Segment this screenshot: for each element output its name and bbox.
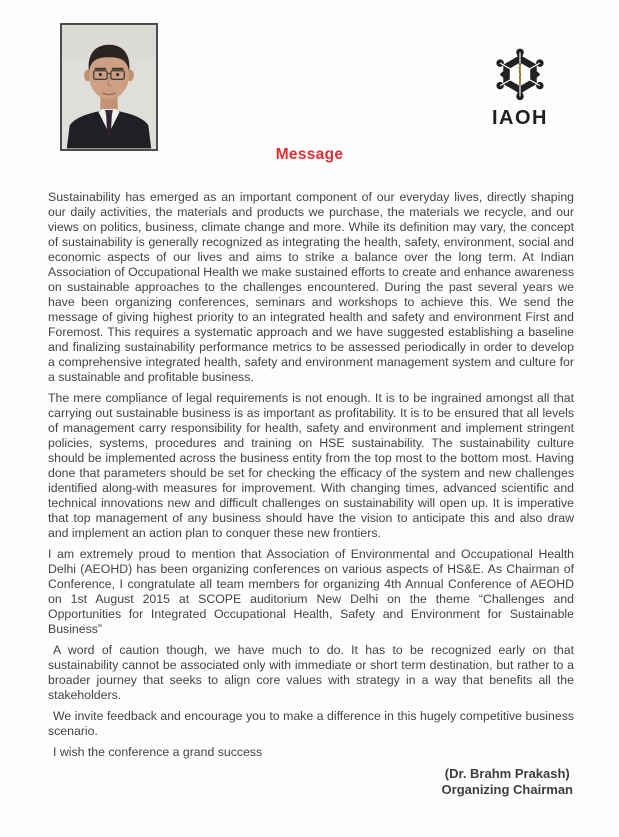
- message-body: [48, 190, 574, 766]
- chairman-portrait-image: [62, 25, 156, 149]
- message-paragraph: I am extremely proud to mention that Association of Environmental and Occupational Health Delhi (AEOHD) has been organizing conferences on various aspects of HS&E. As Chairman of Conference, I congratulate all team members for organizing 4th Annual Conference of AEOHD on 1st August 2015 at SCOPE auditorium New Delhi on the theme “Challenges and Opportunities for Integrated Occupational Health, Safety and Environment for Sustainable Business”: [48, 547, 574, 636]
- iaoh-acronym: IAOH: [492, 107, 548, 129]
- message-paragraph: A word of caution though, we have much to do. It has to be recognized early on that sustainability cannot be associated only with immediate or short term destination, but rather to a broader journey that seeks to align core values with strategy in a way that benefits all the stakeholders.: [48, 643, 574, 702]
- message-paragraph: Sustainability has emerged as an important component of our everyday lives, directly shaping our daily activities, the materials and products we purchase, the materials we recycle, and our views on politics, business, climate change and more. While its definition may vary, the concept of sustainability is generally recognized as integrating the health, safety, environment, social and economic aspects of our lives and aims to strike a balance over the long term. At Indian Association of Occupational Health we make sustained efforts to create and enhance awareness on sustainable approaches to the challenges encountered. During the past several years we have been organizing conferences, seminars and workshops to achieve this. We send the message of giving highest priority to an integrated health and safety and environment First and Foremost. This requires a systematic approach and we have suggested establishing a baseline and finalizing sustainability performance metrics to be assessed periodically in order to develop a comprehensive integrated health, safety and environment management system and culture for a sustainable and profitable business.: [48, 190, 574, 384]
- signature-name: (Dr. Brahm Prakash): [444, 766, 570, 781]
- message-paragraph: We invite feedback and encourage you to make a difference in this hugely competitive business scenario.: [48, 709, 574, 738]
- message-heading: Message: [275, 146, 344, 163]
- signature-title: Organizing Chairman: [441, 781, 573, 797]
- signature-block: [442, 766, 573, 797]
- iaoh-emblem-icon: [491, 48, 549, 105]
- iaoh-logo: [455, 48, 585, 127]
- chairman-photo: [60, 23, 158, 151]
- message-paragraph: I wish the conference a grand success: [53, 745, 263, 759]
- message-paragraph: The mere compliance of legal requirements is not enough. It is to be ingrained amongst all that carrying out sustainable business is as important as profitability. It is to be ensured that all levels of management carry responsibility for health, safety and environment and implement stringent policies, systems, procedures and training on HSE sustainability. The sustainability culture should be implemented across the business entity from the top most to the bottom most. Having done that parameters should be set for checking the efficacy of the system and new challenges identified along-with measures for improvement. With changing times, advanced scientific and technical innovations new and difficult challenges on sustainability will open up. It is imperative that top management of any business should have the vision to anticipate this and also draw and implement an action plan to conquer these new frontiers.: [48, 391, 574, 540]
